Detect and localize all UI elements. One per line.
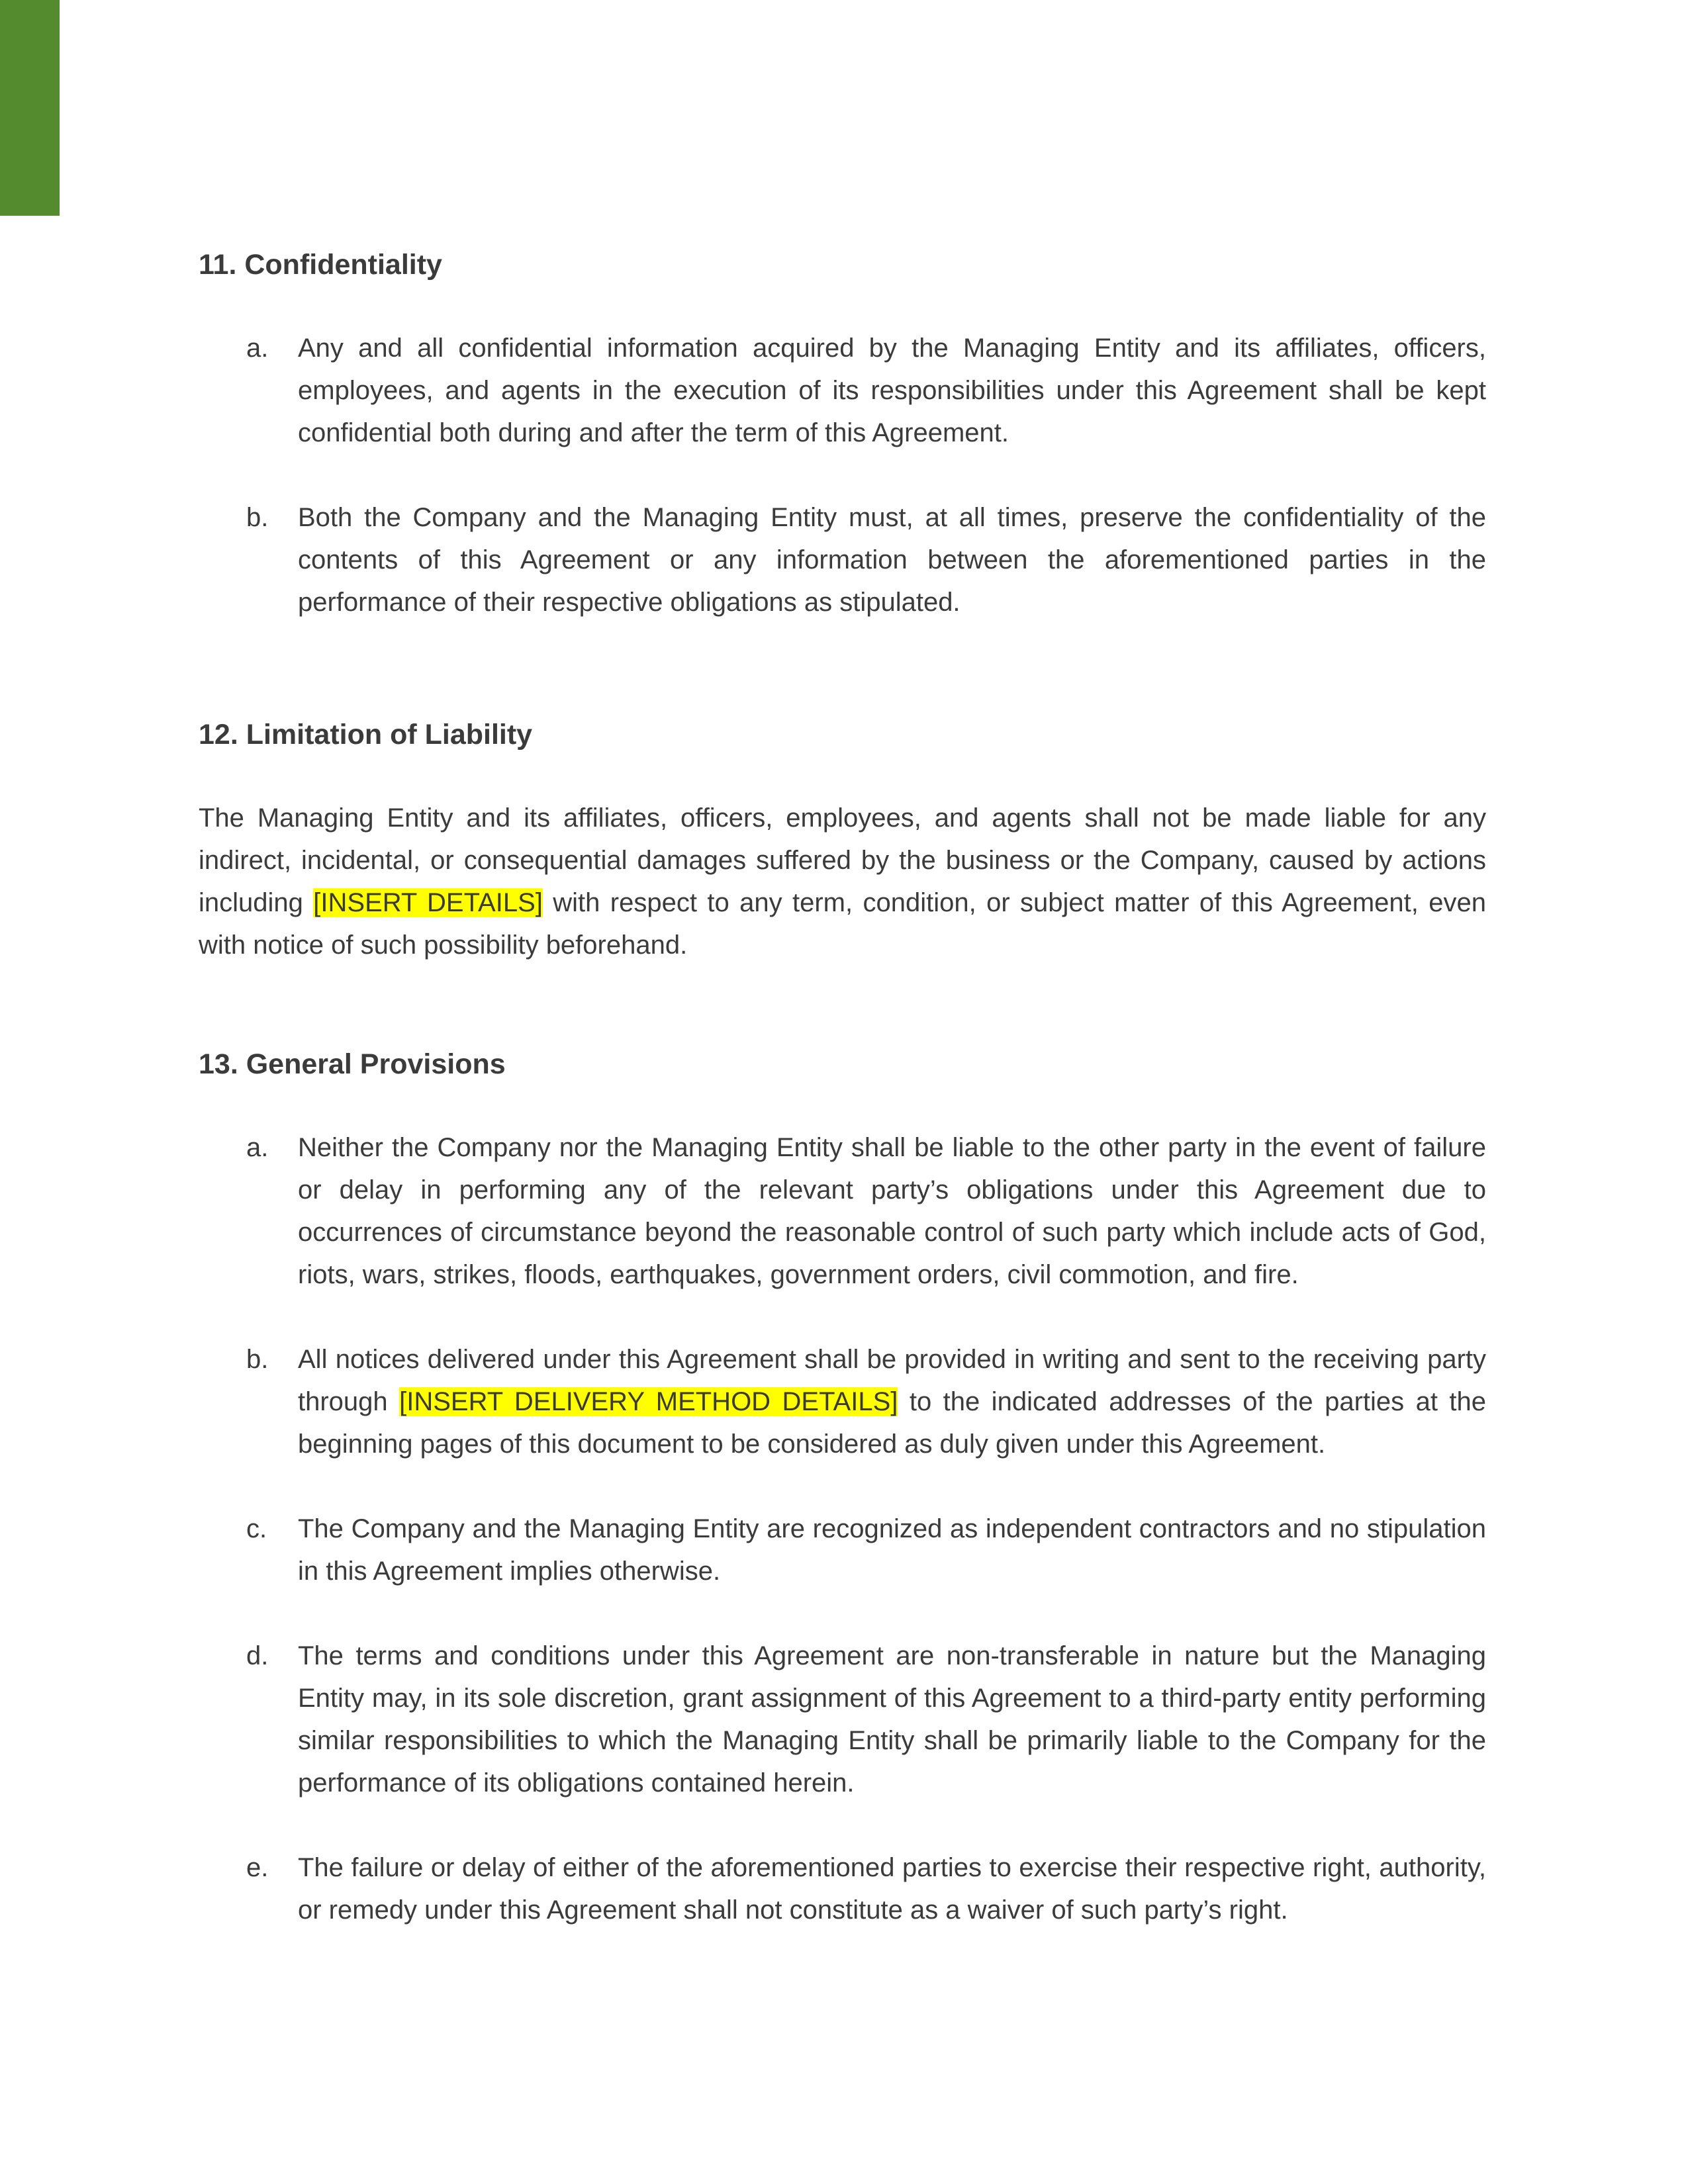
clause-list xyxy=(199,1126,1486,1931)
clause-item xyxy=(199,1846,1486,1931)
accent-bar xyxy=(0,0,60,216)
section-heading: 13. General Provisions xyxy=(199,1048,506,1080)
clause-marker: a. xyxy=(246,1133,269,1162)
section-limitation-of-liability xyxy=(199,708,1486,966)
clause-text: The terms and conditions under this Agreement are non-transferable in nature but the Managing Entity may, in its sole discretion, grant assignment of this Agreement to a third-party entity performing similar responsibilities to which the Managing Entity shall be primarily liable to the Company for the performance of its obligations contained herein. xyxy=(298,1641,1486,1797)
section-heading: 11. Confidentiality xyxy=(199,249,442,281)
clause-item xyxy=(199,1635,1486,1804)
clause-item xyxy=(199,1508,1486,1592)
clause-text: Neither the Company nor the Managing Entity shall be liable to the other party in the event of failure or delay in performing any of the relevant party’s obligations under this Agreement due to occurrences of circumstance beyond the reasonable control of such party which include acts of God, riots, wars, strikes, floods, earthquakes, government orders, civil commotion, and fire. xyxy=(298,1133,1486,1289)
section-heading: 12. Limitation of Liability xyxy=(199,719,533,751)
clause-text: to the indicated addresses of the parties at the beginning pages of this document to be considered as duly given under this Agreement. xyxy=(298,1387,1487,1459)
clause-list xyxy=(199,327,1486,623)
clause-text: Both the Company and the Managing Entity must, at all times, preserve the confidentiality of the contents of this Agreement or any information between the aforementioned parties in the performance of their respective obligations as stipulated. xyxy=(298,503,1486,617)
clause-item xyxy=(199,1338,1486,1465)
section-confidentiality xyxy=(199,238,1486,623)
placeholder-highlight: [INSERT DETAILS] xyxy=(313,888,543,917)
clause-marker: e. xyxy=(246,1853,269,1882)
document-page xyxy=(199,238,1486,1931)
clause-item xyxy=(199,327,1486,454)
placeholder-highlight: [INSERT DELIVERY METHOD DETAILS] xyxy=(399,1387,898,1416)
clause-marker: c. xyxy=(246,1514,267,1543)
clause-text: All notices delivered under this Agreement shall be provided in writing and sent to the receiving party through xyxy=(298,1345,1486,1416)
clause-text: Any and all confidential information acquired by the Managing Entity and its affiliates, officers, employees, and agents in the execution of its responsibilities under this Agreement shall be kept confidential both during and after the term of this Agreement. xyxy=(298,334,1486,447)
clause-marker: b. xyxy=(246,1345,269,1374)
clause-marker: b. xyxy=(246,503,269,532)
clause-marker: d. xyxy=(246,1641,269,1670)
section-general-provisions xyxy=(199,1038,1486,1931)
paragraph-text: with respect to any term, condition, or subject matter of this Agreement, even with notice of such possibility beforehand. xyxy=(199,888,1486,960)
clause-text: The failure or delay of either of the aforementioned parties to exercise their respective right, authority, or remedy under this Agreement shall not constitute as a waiver of such party’s right. xyxy=(298,1853,1486,1925)
paragraph-text: The Managing Entity and its affiliates, officers, employees, and agents shall not be made liable for any indirect, incidental, or consequential damages suffered by the business or the Company, caused by actions including xyxy=(199,803,1486,917)
clause-marker: a. xyxy=(246,334,269,363)
clause-text: The Company and the Managing Entity are recognized as independent contractors and no stipulation in this Agreement implies otherwise. xyxy=(298,1514,1486,1586)
clause-item xyxy=(199,1126,1486,1296)
liability-paragraph xyxy=(199,797,1486,966)
clause-item xyxy=(199,496,1486,623)
